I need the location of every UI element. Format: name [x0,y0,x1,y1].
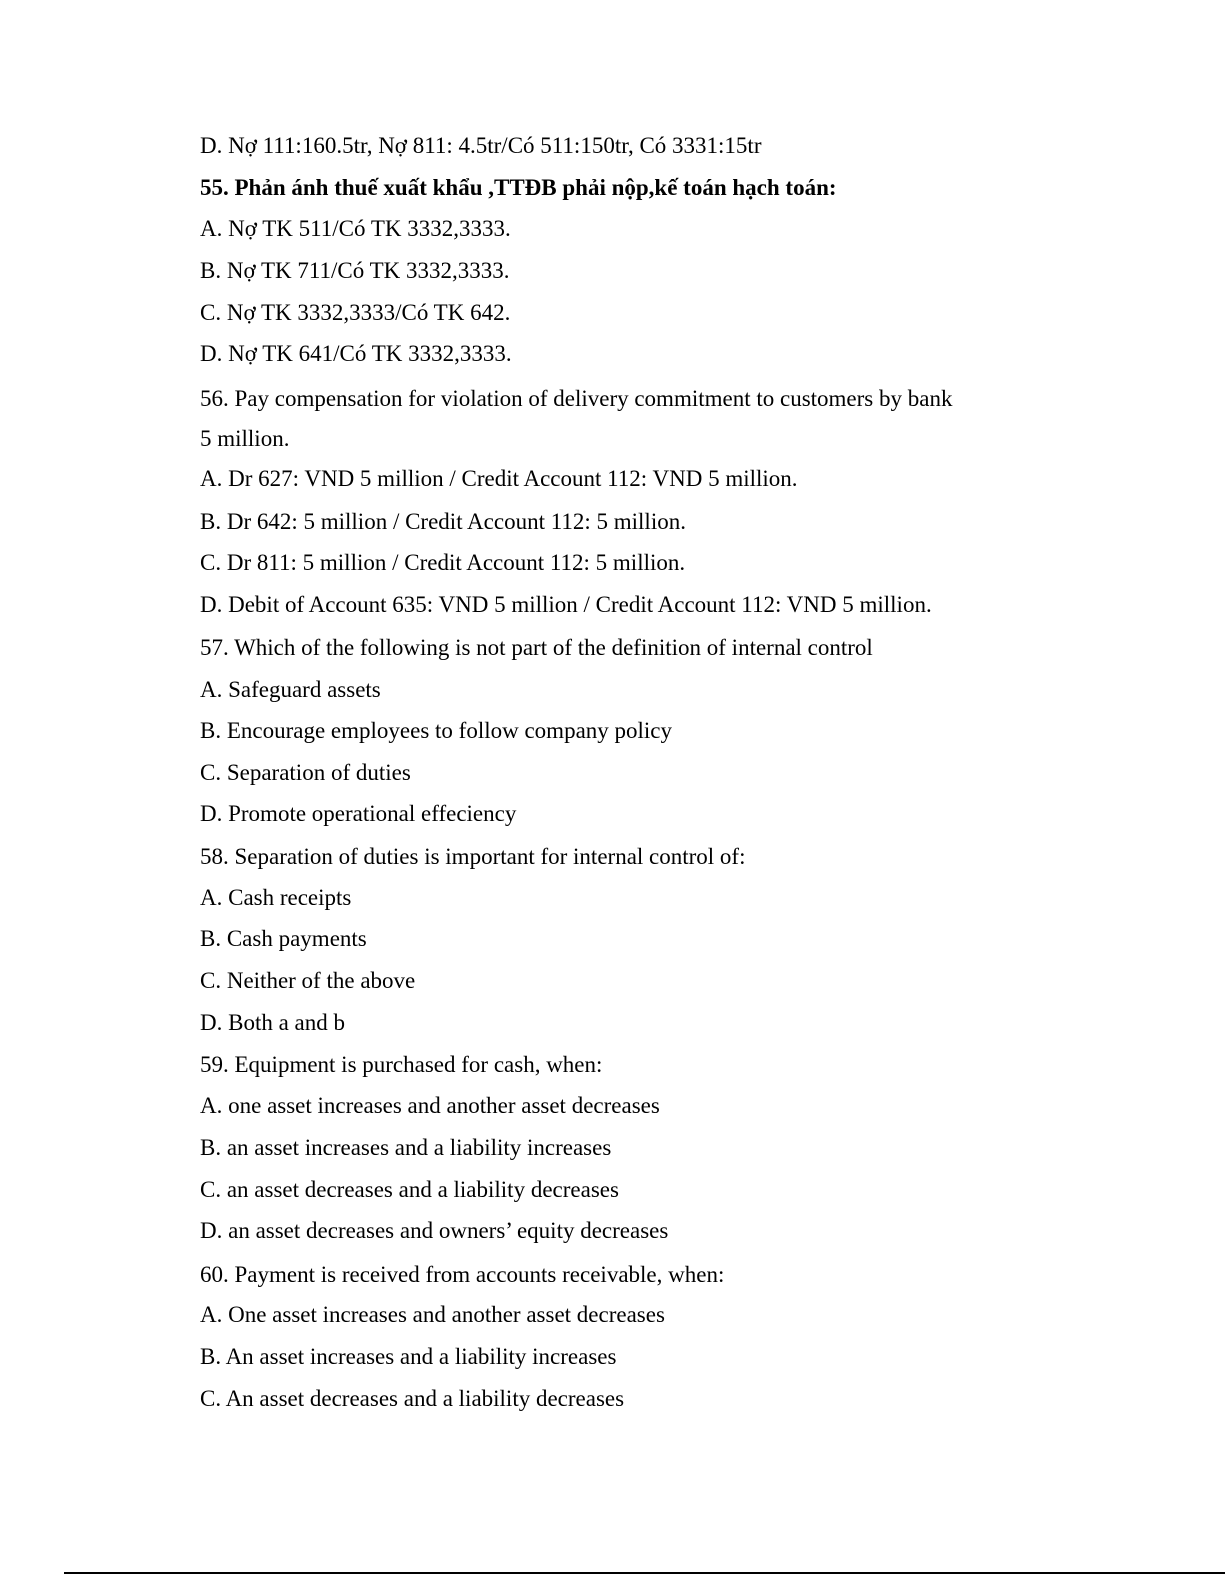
page-bottom-rule [64,1572,1225,1574]
option-line: C. an asset decreases and a liability decreases [200,1177,619,1202]
option-line: B. Encourage employees to follow company policy [200,718,673,743]
option-line: A. Safeguard assets [200,677,381,702]
option-line: A. Nợ TK 511/Có TK 3332,3333. [200,216,511,241]
option-line: B. an asset increases and a liability increases [200,1135,612,1160]
option-line: B. Cash payments [200,926,367,951]
option-line: C. Separation of duties [200,760,411,785]
option-line: D. Both a and b [200,1010,346,1035]
option-line: D. Nợ 111:160.5tr, Nợ 811: 4.5tr/Có 511:150tr, Có 3331:15tr [200,133,762,158]
option-line: D. an asset decreases and owners’ equity decreases [200,1218,669,1243]
option-line: C. Nợ TK 3332,3333/Có TK 642. [200,300,511,325]
option-line: B. Dr 642: 5 million / Credit Account 112: 5 million. [200,509,686,534]
option-line: A. One asset increases and another asset decreases [200,1302,665,1327]
option-line: D. Nợ TK 641/Có TK 3332,3333. [200,341,512,366]
option-line: C. Dr 811: 5 million / Credit Account 112: 5 million. [200,550,686,575]
option-line: A. Dr 627: VND 5 million / Credit Account 112: VND 5 million. [200,466,798,491]
option-line: A. one asset increases and another asset decreases [200,1093,660,1118]
option-line: B. Nợ TK 711/Có TK 3332,3333. [200,258,510,283]
question-text: 57. Which of the following is not part of the definition of internal control [200,635,873,660]
question-text: 59. Equipment is purchased for cash, when: [200,1052,603,1077]
question-text-continued: 5 million. [200,426,290,451]
question-text: 58. Separation of duties is important for internal control of: [200,844,746,869]
option-line: B. An asset increases and a liability increases [200,1344,617,1369]
question-text: 60. Payment is received from accounts receivable, when: [200,1262,725,1287]
option-line: A. Cash receipts [200,885,352,910]
option-line: D. Debit of Account 635: VND 5 million / Credit Account 112: VND 5 million. [200,592,932,617]
question-heading: 55. Phản ánh thuế xuất khẩu ,TTĐB phải nộp,kế toán hạch toán: [200,175,837,200]
option-line: D. Promote operational effeciency [200,801,517,826]
question-text: 56. Pay compensation for violation of delivery commitment to customers by bank [200,386,953,411]
option-line: C. Neither of the above [200,968,416,993]
option-line: C. An asset decreases and a liability decreases [200,1386,625,1411]
